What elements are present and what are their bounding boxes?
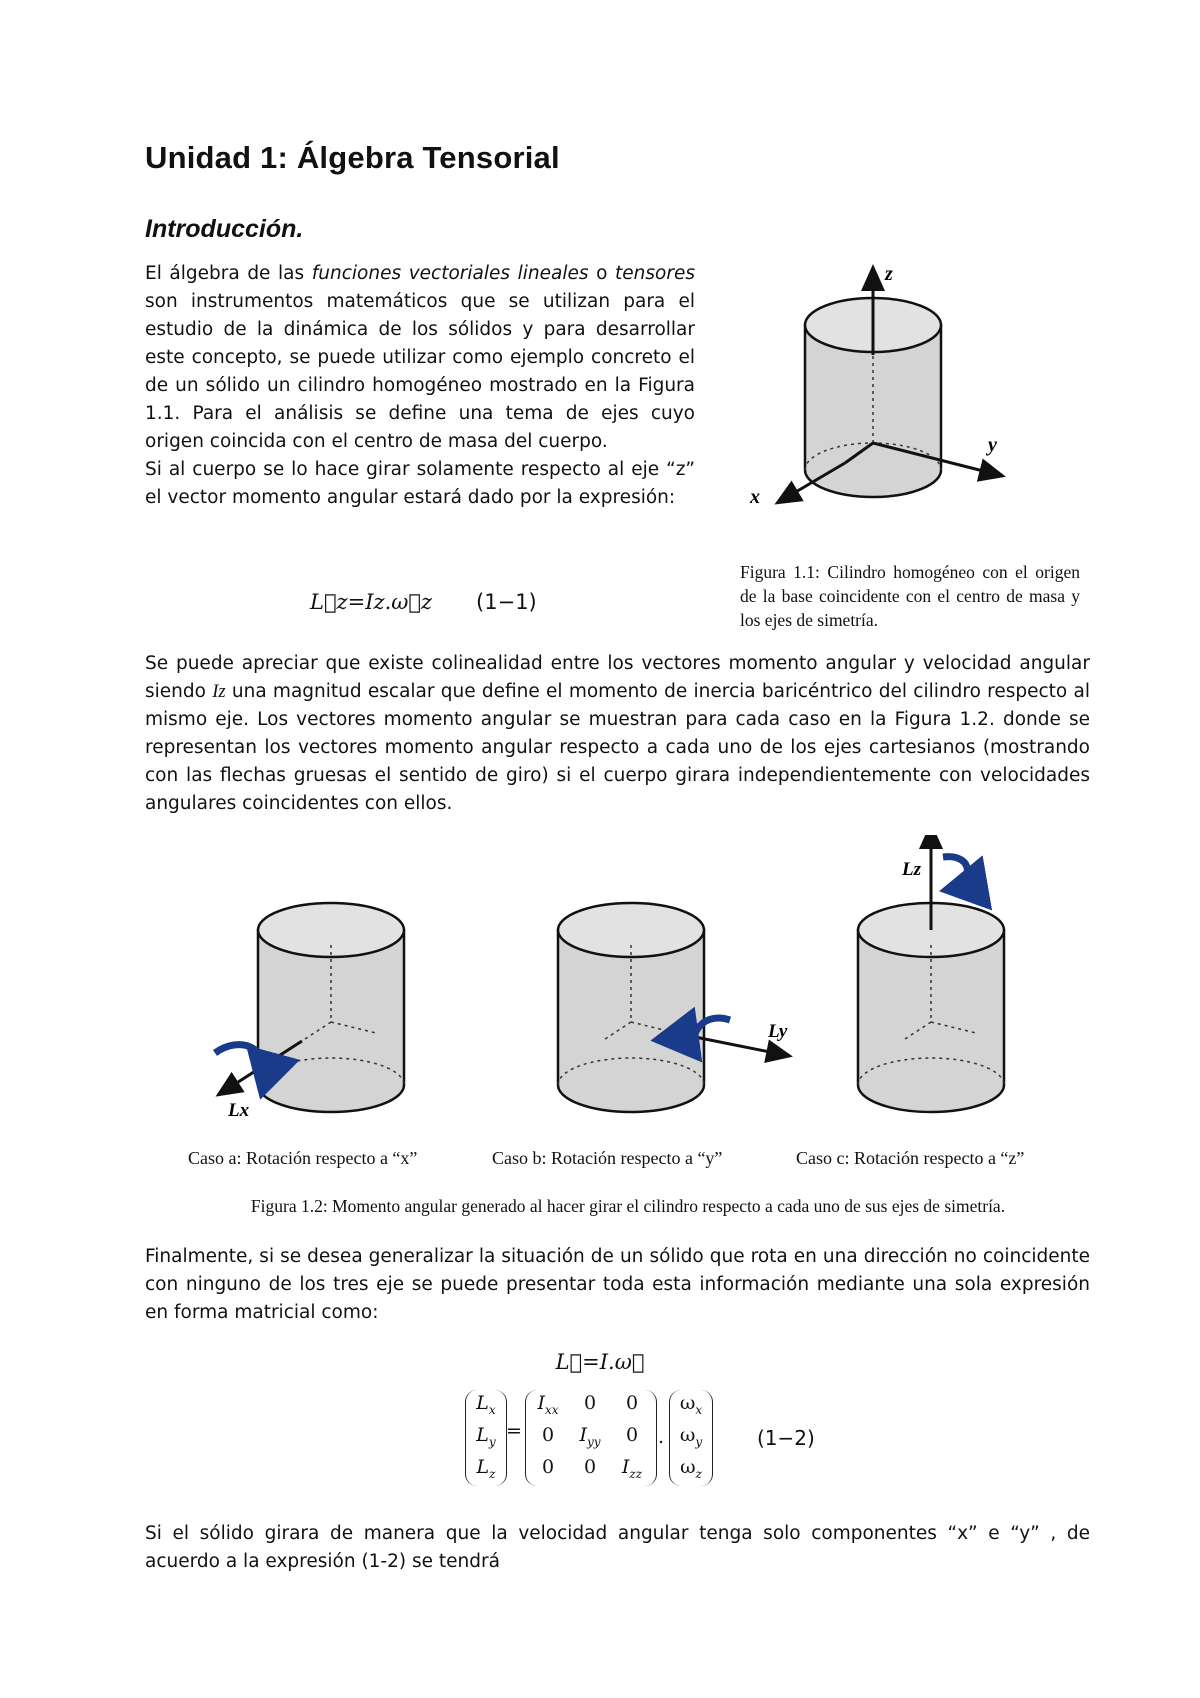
- intro-text-d: Si al cuerpo se lo hace girar solamente respecto al eje “z” el vector momento angular estará dado por la expresión:: [145, 459, 695, 508]
- matrix-cell: 0: [583, 1392, 597, 1414]
- equation-2-number: (1−2): [757, 1426, 815, 1450]
- colinearity-paragraph: [145, 650, 1090, 818]
- figure-1-2-caption: Figura 1.2: Momento angular generado al hacer girar el cilindro respecto a cada uno de sus ejes de simetría.: [250, 1196, 1006, 1216]
- paragraph-2-text-b: una magnitud escalar que define el momento de inercia baricéntrico del cilindro respecto al mismo eje. Los vectores momento angular se muestran para cada caso en la Figura 1.2. donde se representan los vectores momento angular respecto a cada uno de los ejes cartesianos (mostrando con las flechas gruesas el sentido de giro) si el cuerpo girara independientemente con velocidades angulares coincidentes con ellos.: [145, 681, 1090, 814]
- case-a-label: Caso a: Rotación respecto a “x”: [188, 1148, 418, 1168]
- section-heading: Introducción.: [145, 215, 304, 243]
- inertia-matrix: [525, 1390, 657, 1486]
- omega-component: $\omega_x$: [679, 1392, 703, 1417]
- matrix-cell: 0: [625, 1392, 639, 1414]
- case-c-label: Caso c: Rotación respecto a “z”: [796, 1148, 1025, 1168]
- figure-1-1-cylinder-diagram: [735, 255, 1035, 555]
- generalization-paragraph: Finalmente, si se desea generalizar la situación de un sólido que rota en una dirección no coincidente con ninguno de los tres eje se puede presentar toda esta información mediante una sola expresión en forma matricial como:: [145, 1246, 1090, 1323]
- inertia-symbol: Iz: [212, 682, 226, 702]
- omega-component: $\omega_y$: [679, 1424, 703, 1449]
- axis-label-z: z: [885, 263, 893, 285]
- intro-emphasis-1: funciones vectoriales lineales: [311, 263, 589, 284]
- page-title: Unidad 1: Álgebra Tensorial: [145, 140, 560, 175]
- intro-emphasis-2: tensores: [615, 263, 695, 284]
- figure-1-2-three-cylinders: [200, 835, 1080, 1125]
- equation-2-vector-form: L⃗=I.ω⃗: [555, 1350, 645, 1374]
- equals-sign: =: [506, 1420, 522, 1442]
- cylinder-case-a: [215, 903, 404, 1121]
- matrix-cell: 0: [625, 1424, 639, 1446]
- figure-1-1-caption: Figura 1.1: Cilindro homogéneo con el origen de la base coincidente con el centro de masa y los ejes de simetría.: [740, 562, 1080, 630]
- matrix-cell: 0: [583, 1456, 597, 1478]
- l-component: $L_y$: [476, 1424, 496, 1449]
- intro-text-b: o: [588, 263, 616, 284]
- label-lz: Lz: [902, 859, 921, 880]
- l-component: $L_x$: [476, 1392, 496, 1417]
- axis-label-y: y: [988, 434, 997, 456]
- intro-paragraph: [145, 260, 695, 512]
- angular-velocity-vector: [669, 1390, 713, 1486]
- label-lx: Lx: [228, 1100, 250, 1121]
- matrix-cell: $I_{zz}$: [621, 1456, 643, 1481]
- intro-text-c: son instrumentos matemáticos que se utilizan para el estudio de la dinámica de los sólidos y para desarrollar este concepto, se puede utilizar como ejemplo concreto el de un sólido un cilindro homogéneo mostrado en la Figura 1.1. Para el análisis se define una tema de ejes cuyo origen coincida con el centro de masa del cuerpo.: [145, 291, 695, 452]
- axis-label-x: x: [750, 486, 760, 508]
- omega-component: $\omega_z$: [680, 1456, 702, 1481]
- angular-momentum-vector: [465, 1390, 507, 1486]
- equation-1-expression: L⃗z=Iz.ω⃗z: [310, 590, 433, 614]
- case-b-label: Caso b: Rotación respecto a “y”: [492, 1148, 723, 1168]
- matrix-cell: $I_{yy}$: [579, 1424, 601, 1449]
- label-ly: Ly: [768, 1021, 788, 1042]
- matrix-cell: 0: [541, 1456, 555, 1478]
- closing-paragraph: Si el sólido girara de manera que la velocidad angular tenga solo componentes “x” e “y” , de acuerdo a la expresión (1-2) se tendrá: [145, 1523, 1090, 1572]
- matrix-cell: $I_{xx}$: [537, 1392, 559, 1417]
- cylinder-case-c: [858, 835, 1004, 1112]
- rotation-arrow-z: [943, 857, 967, 890]
- matrix-cell: 0: [541, 1424, 555, 1446]
- paragraph-2-text-a: Se puede apreciar que existe colinealidad entre los vectores momento angular y velocidad angular siendo: [145, 653, 1090, 702]
- dot-operator: .: [657, 1426, 665, 1448]
- equation-1: [310, 590, 537, 614]
- equation-1-number: (1−1): [476, 590, 537, 614]
- l-component: $L_z$: [476, 1456, 496, 1481]
- cylinder-case-b: [558, 903, 790, 1112]
- intro-text-a: El álgebra de las: [145, 263, 312, 284]
